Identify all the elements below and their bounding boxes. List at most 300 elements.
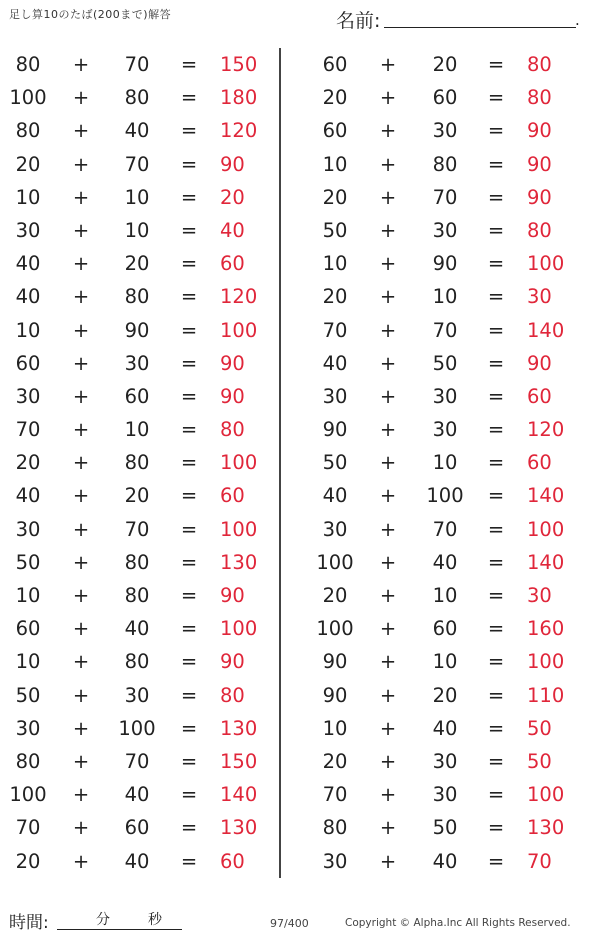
name-label: 名前: <box>336 10 381 32</box>
answer: 140 <box>527 550 565 574</box>
plus-sign: + <box>379 517 397 541</box>
addend-a: 30 <box>15 218 41 242</box>
addend-a: 30 <box>15 716 41 740</box>
addend-a: 40 <box>322 484 348 508</box>
addend-b: 30 <box>124 683 150 707</box>
addend-a: 40 <box>322 351 348 375</box>
problem-row <box>306 82 576 115</box>
equals-sign: = <box>180 119 198 143</box>
addend-a: 90 <box>322 418 348 442</box>
addend-b: 70 <box>124 53 150 76</box>
addend-b: 80 <box>432 152 458 176</box>
problem-row <box>0 115 270 148</box>
plus-sign: + <box>72 384 90 408</box>
addend-b: 30 <box>432 119 458 143</box>
problem-row <box>306 480 576 513</box>
addend-b: 60 <box>432 86 458 110</box>
answer: 90 <box>220 384 245 408</box>
problem-row <box>306 215 576 248</box>
plus-sign: + <box>379 584 397 607</box>
equals-sign: = <box>487 517 505 541</box>
addend-b: 10 <box>432 285 458 309</box>
plus-sign: + <box>379 650 397 674</box>
plus-sign: + <box>379 783 397 807</box>
problem-row <box>306 514 576 547</box>
minutes-label: 分 <box>96 912 110 928</box>
problem-row <box>0 812 270 845</box>
equals-sign: = <box>487 584 505 607</box>
addend-a: 20 <box>15 849 41 873</box>
addend-a: 40 <box>15 252 41 276</box>
addend-a: 20 <box>322 185 348 209</box>
addend-b: 80 <box>124 584 150 607</box>
plus-sign: + <box>379 218 397 242</box>
problem-row <box>0 779 270 812</box>
problem-row <box>306 547 576 580</box>
addend-a: 80 <box>322 816 348 840</box>
copyright-notice: Copyright © Alpha.Inc All Rights Reserved. <box>345 917 571 929</box>
answer: 40 <box>220 218 245 242</box>
addend-b: 10 <box>124 185 150 209</box>
addend-a: 30 <box>15 517 41 541</box>
addend-a: 20 <box>322 86 348 110</box>
equals-sign: = <box>180 285 198 309</box>
equals-sign: = <box>180 418 198 442</box>
addend-a: 70 <box>322 318 348 342</box>
addend-a: 10 <box>15 318 41 342</box>
plus-sign: + <box>72 849 90 873</box>
equals-sign: = <box>487 683 505 707</box>
problem-row <box>306 248 576 281</box>
equals-sign: = <box>180 816 198 840</box>
addend-b: 40 <box>124 783 150 807</box>
plus-sign: + <box>379 550 397 574</box>
equals-sign: = <box>487 351 505 375</box>
equals-sign: = <box>180 716 198 740</box>
worksheet-title: 足し算10のたば(200まで)解答 <box>9 8 172 21</box>
addend-b: 20 <box>124 484 150 508</box>
answer: 50 <box>527 716 552 740</box>
plus-sign: + <box>379 418 397 442</box>
problem-row <box>306 846 576 879</box>
answer: 110 <box>527 683 565 707</box>
addend-a: 100 <box>9 783 47 807</box>
plus-sign: + <box>379 152 397 176</box>
answer: 140 <box>527 318 565 342</box>
answer: 130 <box>220 550 258 574</box>
addend-a: 10 <box>322 716 348 740</box>
equals-sign: = <box>180 517 198 541</box>
equals-sign: = <box>180 683 198 707</box>
time-field-line[interactable] <box>57 929 182 930</box>
time-label: 時間: <box>9 913 49 933</box>
answer: 180 <box>220 86 258 110</box>
addend-b: 70 <box>432 318 458 342</box>
plus-sign: + <box>379 53 397 76</box>
plus-sign: + <box>379 119 397 143</box>
problem-row <box>0 215 270 248</box>
problem-row <box>0 746 270 779</box>
page-number: 97/400 <box>270 917 309 930</box>
equals-sign: = <box>487 716 505 740</box>
equals-sign: = <box>180 351 198 375</box>
answer: 80 <box>527 53 552 76</box>
answer: 60 <box>220 252 245 276</box>
addend-b: 70 <box>432 185 458 209</box>
equals-sign: = <box>180 185 198 209</box>
answer: 130 <box>220 716 258 740</box>
plus-sign: + <box>72 53 90 76</box>
addend-a: 80 <box>15 53 41 76</box>
answer: 80 <box>220 683 245 707</box>
addend-a: 30 <box>15 384 41 408</box>
addend-b: 10 <box>432 584 458 607</box>
addend-a: 50 <box>15 683 41 707</box>
equals-sign: = <box>180 252 198 276</box>
problem-row <box>306 315 576 348</box>
problem-row <box>0 248 270 281</box>
addend-a: 90 <box>322 683 348 707</box>
addend-a: 10 <box>15 584 41 607</box>
plus-sign: + <box>379 683 397 707</box>
addend-a: 40 <box>15 484 41 508</box>
addend-b: 10 <box>432 451 458 475</box>
addend-b: 80 <box>124 86 150 110</box>
addend-b: 70 <box>124 152 150 176</box>
equals-sign: = <box>180 749 198 773</box>
plus-sign: + <box>72 318 90 342</box>
answer: 100 <box>527 650 565 674</box>
plus-sign: + <box>379 318 397 342</box>
answer: 30 <box>527 285 552 309</box>
problem-row <box>0 846 270 879</box>
addend-b: 10 <box>124 218 150 242</box>
equals-sign: = <box>487 318 505 342</box>
plus-sign: + <box>72 617 90 641</box>
equals-sign: = <box>180 152 198 176</box>
name-field-line[interactable] <box>384 27 576 28</box>
addend-a: 60 <box>15 351 41 375</box>
plus-sign: + <box>72 285 90 309</box>
equals-sign: = <box>487 650 505 674</box>
answer: 150 <box>220 749 258 773</box>
problem-row <box>306 580 576 613</box>
answer: 140 <box>220 783 258 807</box>
answer: 90 <box>220 584 245 607</box>
problem-row <box>306 149 576 182</box>
addend-b: 40 <box>124 849 150 873</box>
answer: 100 <box>220 517 258 541</box>
problem-row <box>0 315 270 348</box>
equals-sign: = <box>487 484 505 508</box>
equals-sign: = <box>487 86 505 110</box>
plus-sign: + <box>379 816 397 840</box>
addend-b: 30 <box>432 218 458 242</box>
addend-b: 70 <box>124 517 150 541</box>
addend-b: 60 <box>124 384 150 408</box>
plus-sign: + <box>72 517 90 541</box>
addend-b: 50 <box>432 816 458 840</box>
addend-a: 20 <box>322 285 348 309</box>
problem-row <box>0 713 270 746</box>
equals-sign: = <box>487 749 505 773</box>
problem-row <box>306 281 576 314</box>
addend-a: 20 <box>322 749 348 773</box>
addend-b: 20 <box>124 252 150 276</box>
addend-b: 10 <box>432 650 458 674</box>
column-divider <box>279 48 281 878</box>
problem-row <box>0 514 270 547</box>
addend-a: 10 <box>322 152 348 176</box>
problem-row <box>0 580 270 613</box>
addend-a: 50 <box>322 218 348 242</box>
answer: 90 <box>220 650 245 674</box>
addend-a: 90 <box>322 650 348 674</box>
equals-sign: = <box>180 617 198 641</box>
answer: 20 <box>220 185 245 209</box>
plus-sign: + <box>379 285 397 309</box>
equals-sign: = <box>487 119 505 143</box>
plus-sign: + <box>72 650 90 674</box>
problem-row <box>0 281 270 314</box>
addend-b: 10 <box>124 418 150 442</box>
plus-sign: + <box>72 716 90 740</box>
plus-sign: + <box>72 86 90 110</box>
equals-sign: = <box>487 418 505 442</box>
answer: 130 <box>220 816 258 840</box>
addend-a: 30 <box>322 849 348 873</box>
addend-a: 10 <box>322 252 348 276</box>
answer: 150 <box>220 53 258 76</box>
addend-a: 60 <box>322 53 348 76</box>
answer: 80 <box>527 218 552 242</box>
addend-a: 20 <box>15 451 41 475</box>
addend-a: 60 <box>15 617 41 641</box>
problem-row <box>0 348 270 381</box>
answer: 160 <box>527 617 565 641</box>
answer: 60 <box>527 451 552 475</box>
addend-a: 30 <box>322 384 348 408</box>
addend-b: 20 <box>432 683 458 707</box>
addend-b: 100 <box>118 716 156 740</box>
answer: 120 <box>220 119 258 143</box>
problem-row <box>0 49 270 82</box>
plus-sign: + <box>379 185 397 209</box>
problem-row <box>0 414 270 447</box>
answer: 90 <box>527 152 552 176</box>
addend-b: 30 <box>432 783 458 807</box>
equals-sign: = <box>487 285 505 309</box>
answer: 90 <box>220 152 245 176</box>
addend-b: 40 <box>432 849 458 873</box>
right-problem-column <box>306 49 576 879</box>
addend-b: 80 <box>124 650 150 674</box>
plus-sign: + <box>379 252 397 276</box>
problem-row <box>0 547 270 580</box>
addend-b: 70 <box>124 749 150 773</box>
left-problem-column <box>0 49 270 879</box>
plus-sign: + <box>72 683 90 707</box>
equals-sign: = <box>487 53 505 76</box>
equals-sign: = <box>180 218 198 242</box>
addend-b: 20 <box>432 53 458 76</box>
addend-a: 80 <box>15 119 41 143</box>
addend-b: 60 <box>432 617 458 641</box>
problem-row <box>0 381 270 414</box>
plus-sign: + <box>72 418 90 442</box>
answer: 60 <box>220 849 245 873</box>
problem-row <box>306 812 576 845</box>
addend-b: 40 <box>124 119 150 143</box>
answer: 60 <box>220 484 245 508</box>
problem-row <box>0 149 270 182</box>
problem-row <box>0 680 270 713</box>
equals-sign: = <box>487 252 505 276</box>
addend-b: 30 <box>432 749 458 773</box>
problem-row <box>306 381 576 414</box>
addend-a: 100 <box>9 86 47 110</box>
answer: 100 <box>527 517 565 541</box>
addend-a: 40 <box>15 285 41 309</box>
plus-sign: + <box>72 584 90 607</box>
answer: 100 <box>527 252 565 276</box>
problem-row <box>0 82 270 115</box>
addend-b: 80 <box>124 451 150 475</box>
addend-b: 50 <box>432 351 458 375</box>
problem-row <box>306 613 576 646</box>
plus-sign: + <box>72 119 90 143</box>
plus-sign: + <box>72 185 90 209</box>
equals-sign: = <box>487 185 505 209</box>
addend-a: 70 <box>15 418 41 442</box>
addend-b: 90 <box>124 318 150 342</box>
equals-sign: = <box>487 849 505 873</box>
addend-b: 100 <box>426 484 464 508</box>
equals-sign: = <box>487 550 505 574</box>
addend-b: 80 <box>124 550 150 574</box>
equals-sign: = <box>487 152 505 176</box>
problem-row <box>0 182 270 215</box>
answer: 70 <box>527 849 552 873</box>
answer: 80 <box>220 418 245 442</box>
addend-a: 10 <box>15 185 41 209</box>
name-field-dot: . <box>575 11 580 29</box>
addend-a: 20 <box>15 152 41 176</box>
plus-sign: + <box>72 351 90 375</box>
addend-b: 90 <box>432 252 458 276</box>
plus-sign: + <box>379 749 397 773</box>
addend-a: 60 <box>322 119 348 143</box>
problem-row <box>306 713 576 746</box>
answer: 140 <box>527 484 565 508</box>
equals-sign: = <box>180 384 198 408</box>
plus-sign: + <box>72 484 90 508</box>
answer: 90 <box>527 351 552 375</box>
addend-b: 30 <box>124 351 150 375</box>
plus-sign: + <box>379 617 397 641</box>
equals-sign: = <box>180 650 198 674</box>
plus-sign: + <box>72 749 90 773</box>
addend-b: 40 <box>432 550 458 574</box>
problem-row <box>306 49 576 82</box>
answer: 120 <box>527 418 565 442</box>
plus-sign: + <box>379 86 397 110</box>
equals-sign: = <box>180 451 198 475</box>
problem-row <box>306 680 576 713</box>
addend-a: 100 <box>316 617 354 641</box>
plus-sign: + <box>379 384 397 408</box>
equals-sign: = <box>487 218 505 242</box>
equals-sign: = <box>180 783 198 807</box>
answer: 80 <box>527 86 552 110</box>
equals-sign: = <box>487 617 505 641</box>
answer: 100 <box>220 451 258 475</box>
addend-a: 30 <box>322 517 348 541</box>
plus-sign: + <box>72 816 90 840</box>
plus-sign: + <box>72 152 90 176</box>
answer: 90 <box>527 119 552 143</box>
addend-a: 100 <box>316 550 354 574</box>
problem-row <box>0 613 270 646</box>
problem-row <box>0 447 270 480</box>
addend-b: 80 <box>124 285 150 309</box>
answer: 100 <box>220 617 258 641</box>
equals-sign: = <box>180 484 198 508</box>
plus-sign: + <box>72 783 90 807</box>
addend-b: 40 <box>432 716 458 740</box>
plus-sign: + <box>379 484 397 508</box>
problem-row <box>306 182 576 215</box>
plus-sign: + <box>379 451 397 475</box>
plus-sign: + <box>379 351 397 375</box>
plus-sign: + <box>72 252 90 276</box>
problem-row <box>0 480 270 513</box>
answer: 30 <box>527 584 552 607</box>
plus-sign: + <box>379 849 397 873</box>
answer: 100 <box>527 783 565 807</box>
answer: 120 <box>220 285 258 309</box>
answer: 90 <box>527 185 552 209</box>
answer: 50 <box>527 749 552 773</box>
addend-b: 40 <box>124 617 150 641</box>
equals-sign: = <box>180 318 198 342</box>
seconds-label: 秒 <box>148 912 162 928</box>
problem-row <box>306 447 576 480</box>
addend-a: 20 <box>322 584 348 607</box>
equals-sign: = <box>487 783 505 807</box>
plus-sign: + <box>72 550 90 574</box>
addend-b: 30 <box>432 418 458 442</box>
equals-sign: = <box>180 550 198 574</box>
plus-sign: + <box>72 451 90 475</box>
addend-a: 10 <box>15 650 41 674</box>
plus-sign: + <box>72 218 90 242</box>
problem-row <box>306 414 576 447</box>
addend-a: 50 <box>15 550 41 574</box>
answer: 60 <box>527 384 552 408</box>
addend-b: 60 <box>124 816 150 840</box>
answer: 100 <box>220 318 258 342</box>
addend-b: 70 <box>432 517 458 541</box>
problem-row <box>306 348 576 381</box>
addend-a: 80 <box>15 749 41 773</box>
problem-row <box>306 115 576 148</box>
answer: 130 <box>527 816 565 840</box>
equals-sign: = <box>487 451 505 475</box>
answer: 90 <box>220 351 245 375</box>
problem-row <box>306 646 576 679</box>
problem-row <box>306 746 576 779</box>
